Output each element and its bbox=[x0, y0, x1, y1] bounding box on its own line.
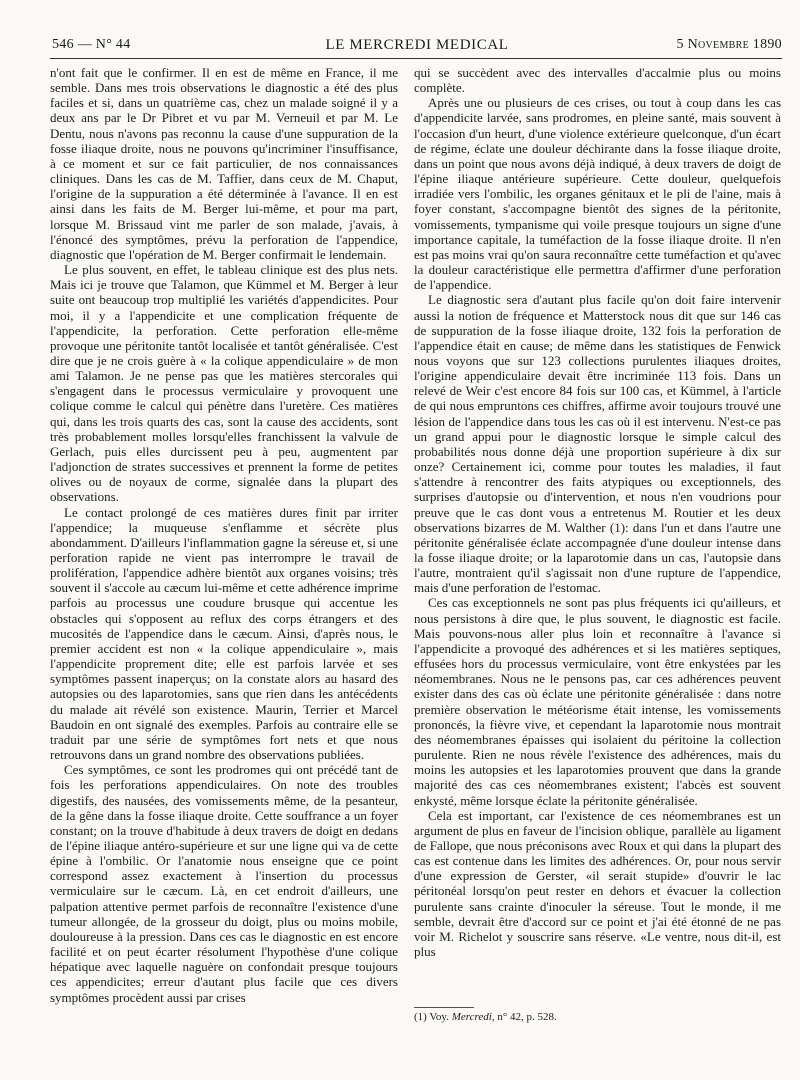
paragraph: Le contact prolongé de ces matières dures finit par irriter l'appendice; la muqueuse s'enflamme et sécrète plus abondamment. D'ailleurs l'inflammation gagne la séreuse et, si une perforation rapide ne vient pas interrompre le travail de prolifération, l'appendice adhère bientôt aux organes voisins; très souvent il s'accole au cæcum lui-même et cette adhérence imprime parfois au processus une coudure brusque qui accentue les obstacles qui s'opposent au reflux des corps étrangers et des mucosités de l'appendice dans le cæcum. Ainsi, d'après nous, le premier accident est non « la colique appendiculaire », mais l'appendicite proprement dite; elle est parfois larvée et ses symptômes passent inaperçus; on la constate alors au hasard des autopsies ou des laparotomies, sans que rien dans les antécédents du malade ait révélé son existence. Maurin, Terrier et Marcel Baudoin en ont signalé des exemples. Parfois au contraire elle se traduit par une série de symptômes fort nets et que nous retrouvons dans un grand nombre des observations publiées. bbox=[50, 504, 398, 763]
paragraph: Le diagnostic sera d'autant plus facile qu'on doit faire intervenir aussi la notion de fréquence et Matterstock nous dit que sur 146 cas de suppuration de la fosse iliaque droite, 132 fois la perforation de l'appendice était en cause; de même dans les statistiques de Fenwick nous voyons que sur 123 collections purulentes iliaques droites, l'origine appendiculaire devait être incriminée 113 fois. Dans un relevé de Weir c'est encore 84 fois sur 100 cas, et Kümmel, à l'article de qui nous empruntons ces chiffres, affirme avoir toujours trouvé une lésion de l'appendice dans tous les cas où il est intervenu. N'est-ce pas un grand appui pour le diagnostic lorsque le simple calcul des probabilités nous donne déjà une proportion supérieure à dix sur onze? Certainement ici, comme pour toutes les maladies, il faut s'attendre à rencontrer des faits atypiques ou exceptionnels, des surprises d'autopsie ou d'intervention, et nous n'en voudrions pour preuve que le cas dont vous a entretenus M. Routier et les deux observations bizarres de M. Walther (1): dans l'un et dans l'autre une péritonite généralisée éclate accompagnée d'une douleur intense dans la fosse iliaque droite; or la laparotomie dans un cas, l'autopsie dans l'autre, montraient qu'il s'agissait non d'une rupture de l'appendice, mais d'une perforation de l'estomac. bbox=[414, 292, 781, 596]
header-rule bbox=[50, 58, 782, 59]
footnote-suffix: , n° 42, p. 528. bbox=[491, 1011, 557, 1023]
paragraph: Ces cas exceptionnels ne sont pas plus fréquents ici qu'ailleurs, et nous persistons à dire que, le plus souvent, le diagnostic est facile. Mais pouvons-nous aller plus loin et reconnaître à l'avance si l'appendicite a provoqué des adhérences et si les matières septiques, effusées hors du processus vermiculaire, vont être enkystées par les néomembranes. Nous ne le pensons pas, car ces adhérences peuvent exister dans des cas où éclate une péritonite généralisée : dans notre première observation le météorisme était intense, les vomissements prononcés, la fièvre vive, et cependant la laparotomie nous montrait des néomembranes épaisses qui isolaient du péritoine la collection purulente. Rien ne nous révèle l'existence des adhérences, mais du moins les autopsies et les laparotomies prouvent que dans la grande majorité des cas ces néomembranes existent; l'abcès est souvent enkysté, même lorsque éclate la péritonite généralisée. bbox=[414, 595, 781, 808]
footnote-prefix: (1) Voy. bbox=[414, 1011, 449, 1023]
paragraph: n'ont fait que le confirmer. Il en est de même en France, il me semble. Dans mes trois observations le diagnostic a été des plus faciles et si, dans un quatrième cas, chez un malade soigné il y a deux ans par le Dr Pibret et vu par M. Verneuil et par M. Le Dentu, nous n'avons pas reconnu la cause d'une suppuration de la fosse iliaque droite, nous ne pouvons qu'incriminer l'insuffisance, à ce moment et sur ce fait particulier, de nos connaissances cliniques. Dans les cas de M. Taffier, dans ceux de M. Chaput, l'origine de la suppuration a été déterminée à l'avance. Il en est ainsi dans les faits de M. Berger lui-même, et pour ma part, lorsque M. Brissaud vint me parler de son malade, j'avais, à l'énoncé des symptômes, prévu la perforation de l'appendice, diagnostic que l'opération de M. Berger confirmait le lendemain. bbox=[50, 65, 398, 262]
paragraph: Cela est important, car l'existence de ces néomembranes est un argument de plus en faveur de l'incision oblique, parallèle au ligament de Fallope, que nous préconisons avec Roux et qui dans la plupart des cas est contenue dans les limites des adhérences. Or, pour nous servir d'une expression de Gerster, «il serait stupide» d'ouvrir le lac péritonéal lorsqu'on peut rester en dehors et évacuer la collection purulente sans crainte d'inoculer la séreuse. Tout le monde, il me semble, devrait être d'accord sur ce point et j'ai été étonné de ne pas voir M. Richelot y souscrire sans réserve. «Le ventre, nous dit-il, est plus bbox=[414, 807, 781, 960]
journal-title: LE MERCREDI MEDICAL bbox=[325, 37, 509, 53]
paragraph: Après une ou plusieurs de ces crises, ou tout à coup dans les cas d'appendicite larvée, sans prodromes, en pleine santé, mais souvent à l'occasion d'un heurt, d'une violence extérieure quelconque, d'un écart de régime, éclate une douleur déchirante dans la fosse iliaque droite, dans un point que nous avons déjà indiqué, à deux travers de doigt de l'épine iliaque antérieure supérieure. Cette douleur, quelquefois irradiée vers l'ombilic, les organes génitaux et le pli de l'aine, mais à foyer constant, s'accompagne bientôt des signes de la péritonite, vomissements, tympanisme qui voile presque toujours un signe d'une importance capitale, la tuméfaction de la fosse iliaque droite. Il n'en est pas moins vrai qu'on saura reconnaître cette tuméfaction et qu'avec la douleur caractéristique elle permettra d'affirmer d'une perforation de l'appendice. bbox=[414, 95, 781, 293]
page-issue-number: 546 — N° 44 bbox=[52, 37, 131, 52]
paragraph: Le plus souvent, en effet, le tableau clinique est des plus nets. Mais ici je trouve que Talamon, que Kümmel et M. Berger à leur suite ont beaucoup trop multiplié les variétés d'appendicites. Pour moi, il y a l'appendicite et une complication fréquente de l'appendicite, la perforation. Cette perforation elle-même provoque une péritonite tantôt localisée et tantôt généralisée. C'est dire que je ne crois guère à « la colique appendiculaire » de mon ami Talamon. Je ne pense pas que les matières stercorales qui s'engagent dans le processus vermiculaire y provoquent une colique comme le calcul qui pénètre dans l'uretère. Ces matières qui, dans les trois quarts des cas, sont la cause des accidents, sont très probablement molles lorsqu'elles franchissent la valvule de Gerlach, puis elles durcissent peu à peu, augmentent par l'adjonction de strates successives et prennent la forme de petites olives ou de noyaux de corme, signalée dans la plupart des observations. bbox=[50, 262, 398, 505]
page-header bbox=[52, 37, 782, 57]
footnote bbox=[414, 1011, 781, 1024]
left-column bbox=[50, 65, 398, 1015]
right-column bbox=[414, 65, 781, 1005]
paragraph: qui se succèdent avec des intervalles d'accalmie plus ou moins complète. bbox=[414, 65, 781, 96]
issue-date: 5 Novembre 1890 bbox=[676, 37, 782, 52]
footnote-rule bbox=[414, 1007, 474, 1008]
paragraph: Ces symptômes, ce sont les prodromes qui ont précédé tant de fois les perforations appendiculaires. On note des troubles digestifs, des nausées, des vomissements même, de la pesanteur, de la gêne dans la fosse iliaque droite. Cette souffrance a un foyer constant; on la trouve d'habitude à deux travers de doigt en dedans de l'épine iliaque antéro-supérieure et sur une ligne qui va de cette épine à l'ombilic. Or l'anatomie nous enseigne que ce point correspond assez exactement à l'insertion du processus vermiculaire sur le cæcum. Là, en cet endroit d'ailleurs, une palpation attentive permet parfois de reconnaître l'existence d'une tumeur allongée, de la grosseur du doigt, plus ou moins mobile, douloureuse à la pression. Dans ces cas le diagnostic en est encore facilité et on peut écarter résolument l'hypothèse d'une colique hépatique avec laquelle naguère on confondait presque toujours ces appendicites; erreur d'autant plus facile que ces divers symptômes procèdent aussi par crises bbox=[50, 762, 398, 1005]
footnote-journal: Mercredi bbox=[451, 1011, 492, 1023]
